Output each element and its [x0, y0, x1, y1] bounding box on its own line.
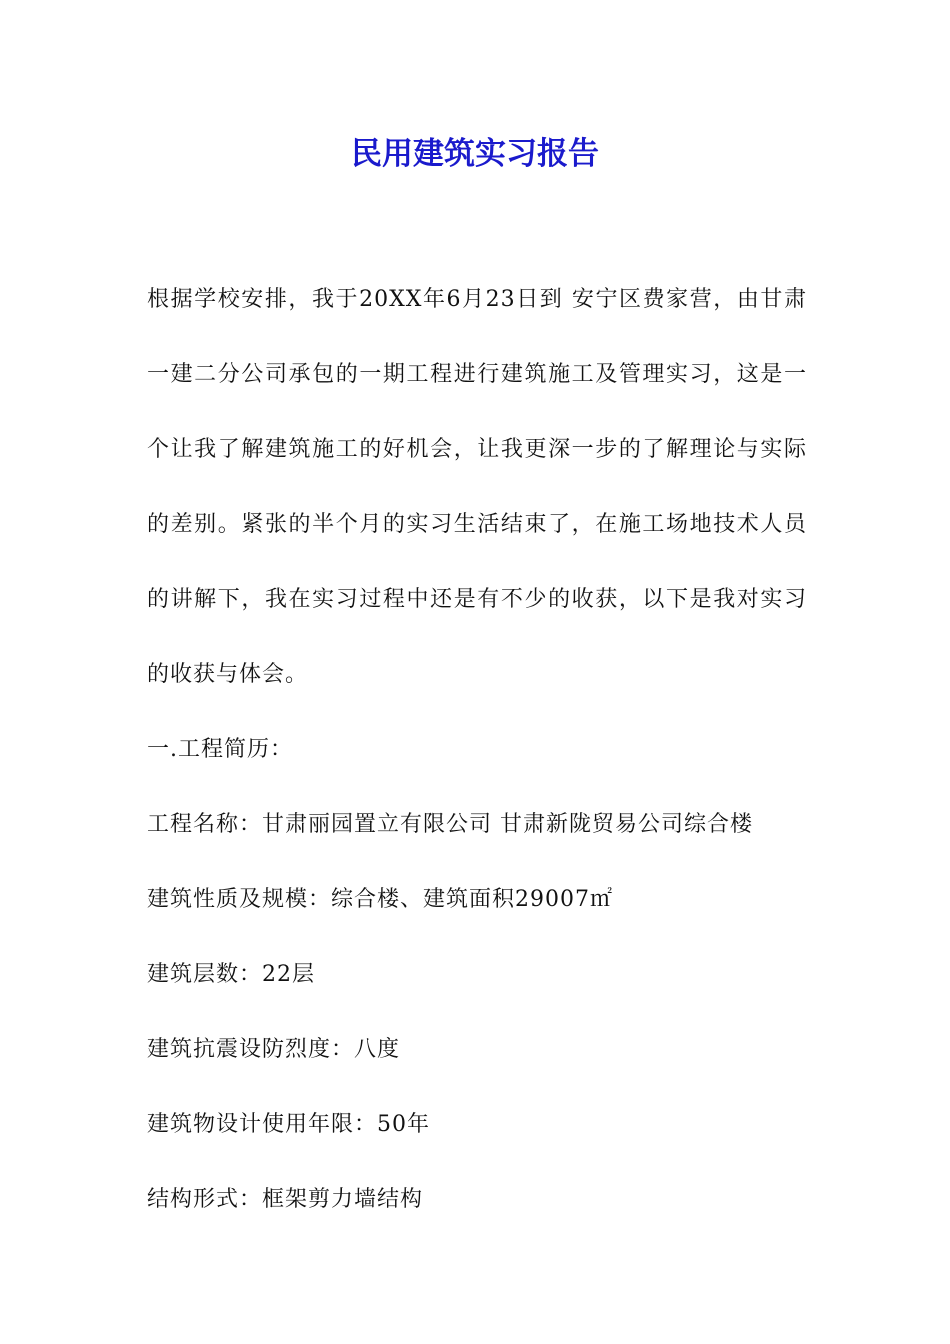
- intro-paragraph: 根据学校安排，我于20XX年6月23日到 安宁区费家营，由甘肃一建二分公司承包的一期工程进行建筑施工及管理实习，这是一个让我了解建筑施工的好机会，让我更深一步的了解理论与实际的差别。紧张的半个月的实习生活结束了，在施工场地技术人员的讲解下，我在实习过程中还是有不少的收获，以下是我对实习的收获与体会。: [147, 287, 807, 687]
- design-life-item: 建筑物设计使用年限：50年: [147, 1112, 430, 1137]
- section-heading: 一.工程简历：: [147, 737, 293, 762]
- floor-count-item: 建筑层数：22层: [147, 962, 315, 987]
- document-title: 民用建筑实习报告: [351, 136, 599, 172]
- document-body: [147, 262, 807, 1237]
- project-name-item: 工程名称：甘肃丽园置立有限公司 甘肃新陇贸易公司综合楼: [147, 812, 753, 837]
- seismic-intensity-item: 建筑抗震设防烈度：八度: [147, 1037, 401, 1062]
- structure-form-item: 结构形式：框架剪力墙结构: [147, 1187, 424, 1212]
- building-scale-item: 建筑性质及规模：综合楼、建筑面积29007㎡: [147, 887, 613, 912]
